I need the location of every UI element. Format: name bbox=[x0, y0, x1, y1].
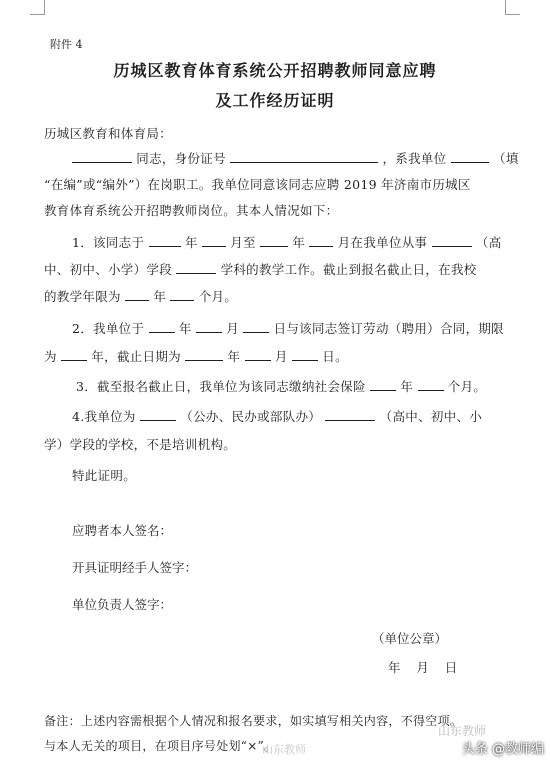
para1-line1 bbox=[72, 149, 519, 167]
text: 1．该同志于 bbox=[72, 235, 145, 250]
item3-line1 bbox=[76, 377, 486, 395]
item1-line3 bbox=[44, 287, 237, 305]
watermark-toutiao: 头条 @教师编 bbox=[461, 742, 544, 757]
handler-signature-label: 开具证明经手人签字： bbox=[72, 560, 198, 575]
item4-line2: 学）学段的学校，不是培训机构。 bbox=[44, 437, 237, 452]
text: 年，截止日期为 bbox=[91, 349, 181, 364]
blank bbox=[370, 378, 396, 391]
text: 年 bbox=[400, 379, 414, 394]
text: 年 bbox=[292, 235, 306, 250]
blank bbox=[243, 320, 269, 333]
blank bbox=[418, 378, 444, 391]
blank bbox=[149, 234, 181, 247]
watermark-faint: 山东教师 bbox=[437, 724, 486, 738]
text: 月 bbox=[274, 349, 288, 364]
subject-blank bbox=[176, 261, 216, 274]
text: 年 bbox=[227, 349, 241, 364]
item2-line1 bbox=[72, 319, 504, 337]
document-title-line-1: 历城区教育体育系统公开招聘教师同意应聘 bbox=[113, 61, 437, 80]
text: 为 bbox=[44, 349, 57, 364]
text: 4.我单位为 bbox=[72, 409, 136, 424]
text: 年 bbox=[184, 235, 198, 250]
staff-type-blank bbox=[451, 150, 489, 163]
text: 学科的教学工作。截止到报名截止日，在我校 bbox=[220, 262, 477, 277]
para1-line3: 教育体育系统公开招聘教师岗位。其本人情况如下： bbox=[44, 203, 339, 218]
date-label: 年 月 日 bbox=[388, 660, 458, 675]
certify-text: 特此证明。 bbox=[72, 468, 137, 483]
name-blank bbox=[72, 150, 132, 163]
text: 年 bbox=[153, 289, 167, 304]
blank bbox=[149, 320, 175, 333]
text: （公办、民办或部队办） bbox=[180, 409, 322, 424]
text: 日与该同志签订劳动（聘用）合同，期限 bbox=[273, 321, 504, 336]
text: 同志，身份证号 bbox=[136, 151, 226, 166]
item2-line2 bbox=[44, 347, 348, 365]
id-number-blank bbox=[230, 150, 378, 163]
item4-line1 bbox=[72, 407, 482, 425]
unit-seal-label: （单位公章） bbox=[372, 631, 448, 646]
crop-mark-top-left bbox=[30, 0, 45, 15]
attachment-label: 附件 4 bbox=[50, 38, 83, 51]
applicant-signature-label: 应聘者本人签名： bbox=[72, 523, 173, 538]
crop-mark-top-right bbox=[505, 0, 520, 15]
para1-line2: “在编”或“编外”）在岗职工。我单位同意该同志应聘 2019 年济南市历城区 bbox=[44, 177, 471, 192]
text: 中、初中、小学）学段 bbox=[44, 262, 173, 277]
item1-line2 bbox=[44, 260, 477, 278]
blank bbox=[202, 234, 226, 247]
text: （高中、初中、小 bbox=[379, 409, 483, 424]
text: 月在我单位从事 bbox=[337, 235, 428, 250]
blank bbox=[125, 288, 149, 301]
blank bbox=[260, 234, 288, 247]
note-line1: 备注：上述内容需根据个人情况和报名要求，如实填写相关内容，不得空项。 bbox=[44, 714, 463, 728]
text: 年 bbox=[178, 321, 192, 336]
blank bbox=[309, 234, 333, 247]
blank bbox=[61, 348, 87, 361]
text: 个月。 bbox=[198, 289, 238, 304]
item1-line1 bbox=[72, 233, 502, 251]
addressee: 历城区教育和体育局： bbox=[44, 126, 173, 141]
text: 月至 bbox=[230, 235, 256, 250]
blank bbox=[432, 234, 472, 247]
text: 2．我单位于 bbox=[72, 321, 145, 336]
leader-signature-label: 单位负责人签字： bbox=[72, 597, 173, 612]
document-title-line-2: 及工作经历证明 bbox=[215, 91, 335, 110]
text: 3．截至报名截止日，我单位为该同志缴纳社会保险 bbox=[76, 379, 366, 394]
blank bbox=[170, 288, 194, 301]
blank bbox=[325, 408, 375, 421]
blank bbox=[140, 408, 176, 421]
text: 的教学年限为 bbox=[44, 289, 121, 304]
blank bbox=[196, 320, 222, 333]
text: 日。 bbox=[322, 349, 348, 364]
note-line2: 与本人无关的项目，在项目序号处划“×”。 bbox=[44, 739, 277, 753]
text: （高 bbox=[475, 235, 502, 250]
text: 月 bbox=[226, 321, 240, 336]
blank bbox=[292, 348, 318, 361]
watermark-center: 山东教师 bbox=[262, 743, 306, 756]
blank bbox=[245, 348, 271, 361]
text: （填 bbox=[493, 151, 519, 166]
text: 个月。 bbox=[447, 379, 487, 394]
blank bbox=[185, 348, 223, 361]
text: ，系我单位 bbox=[382, 151, 447, 166]
